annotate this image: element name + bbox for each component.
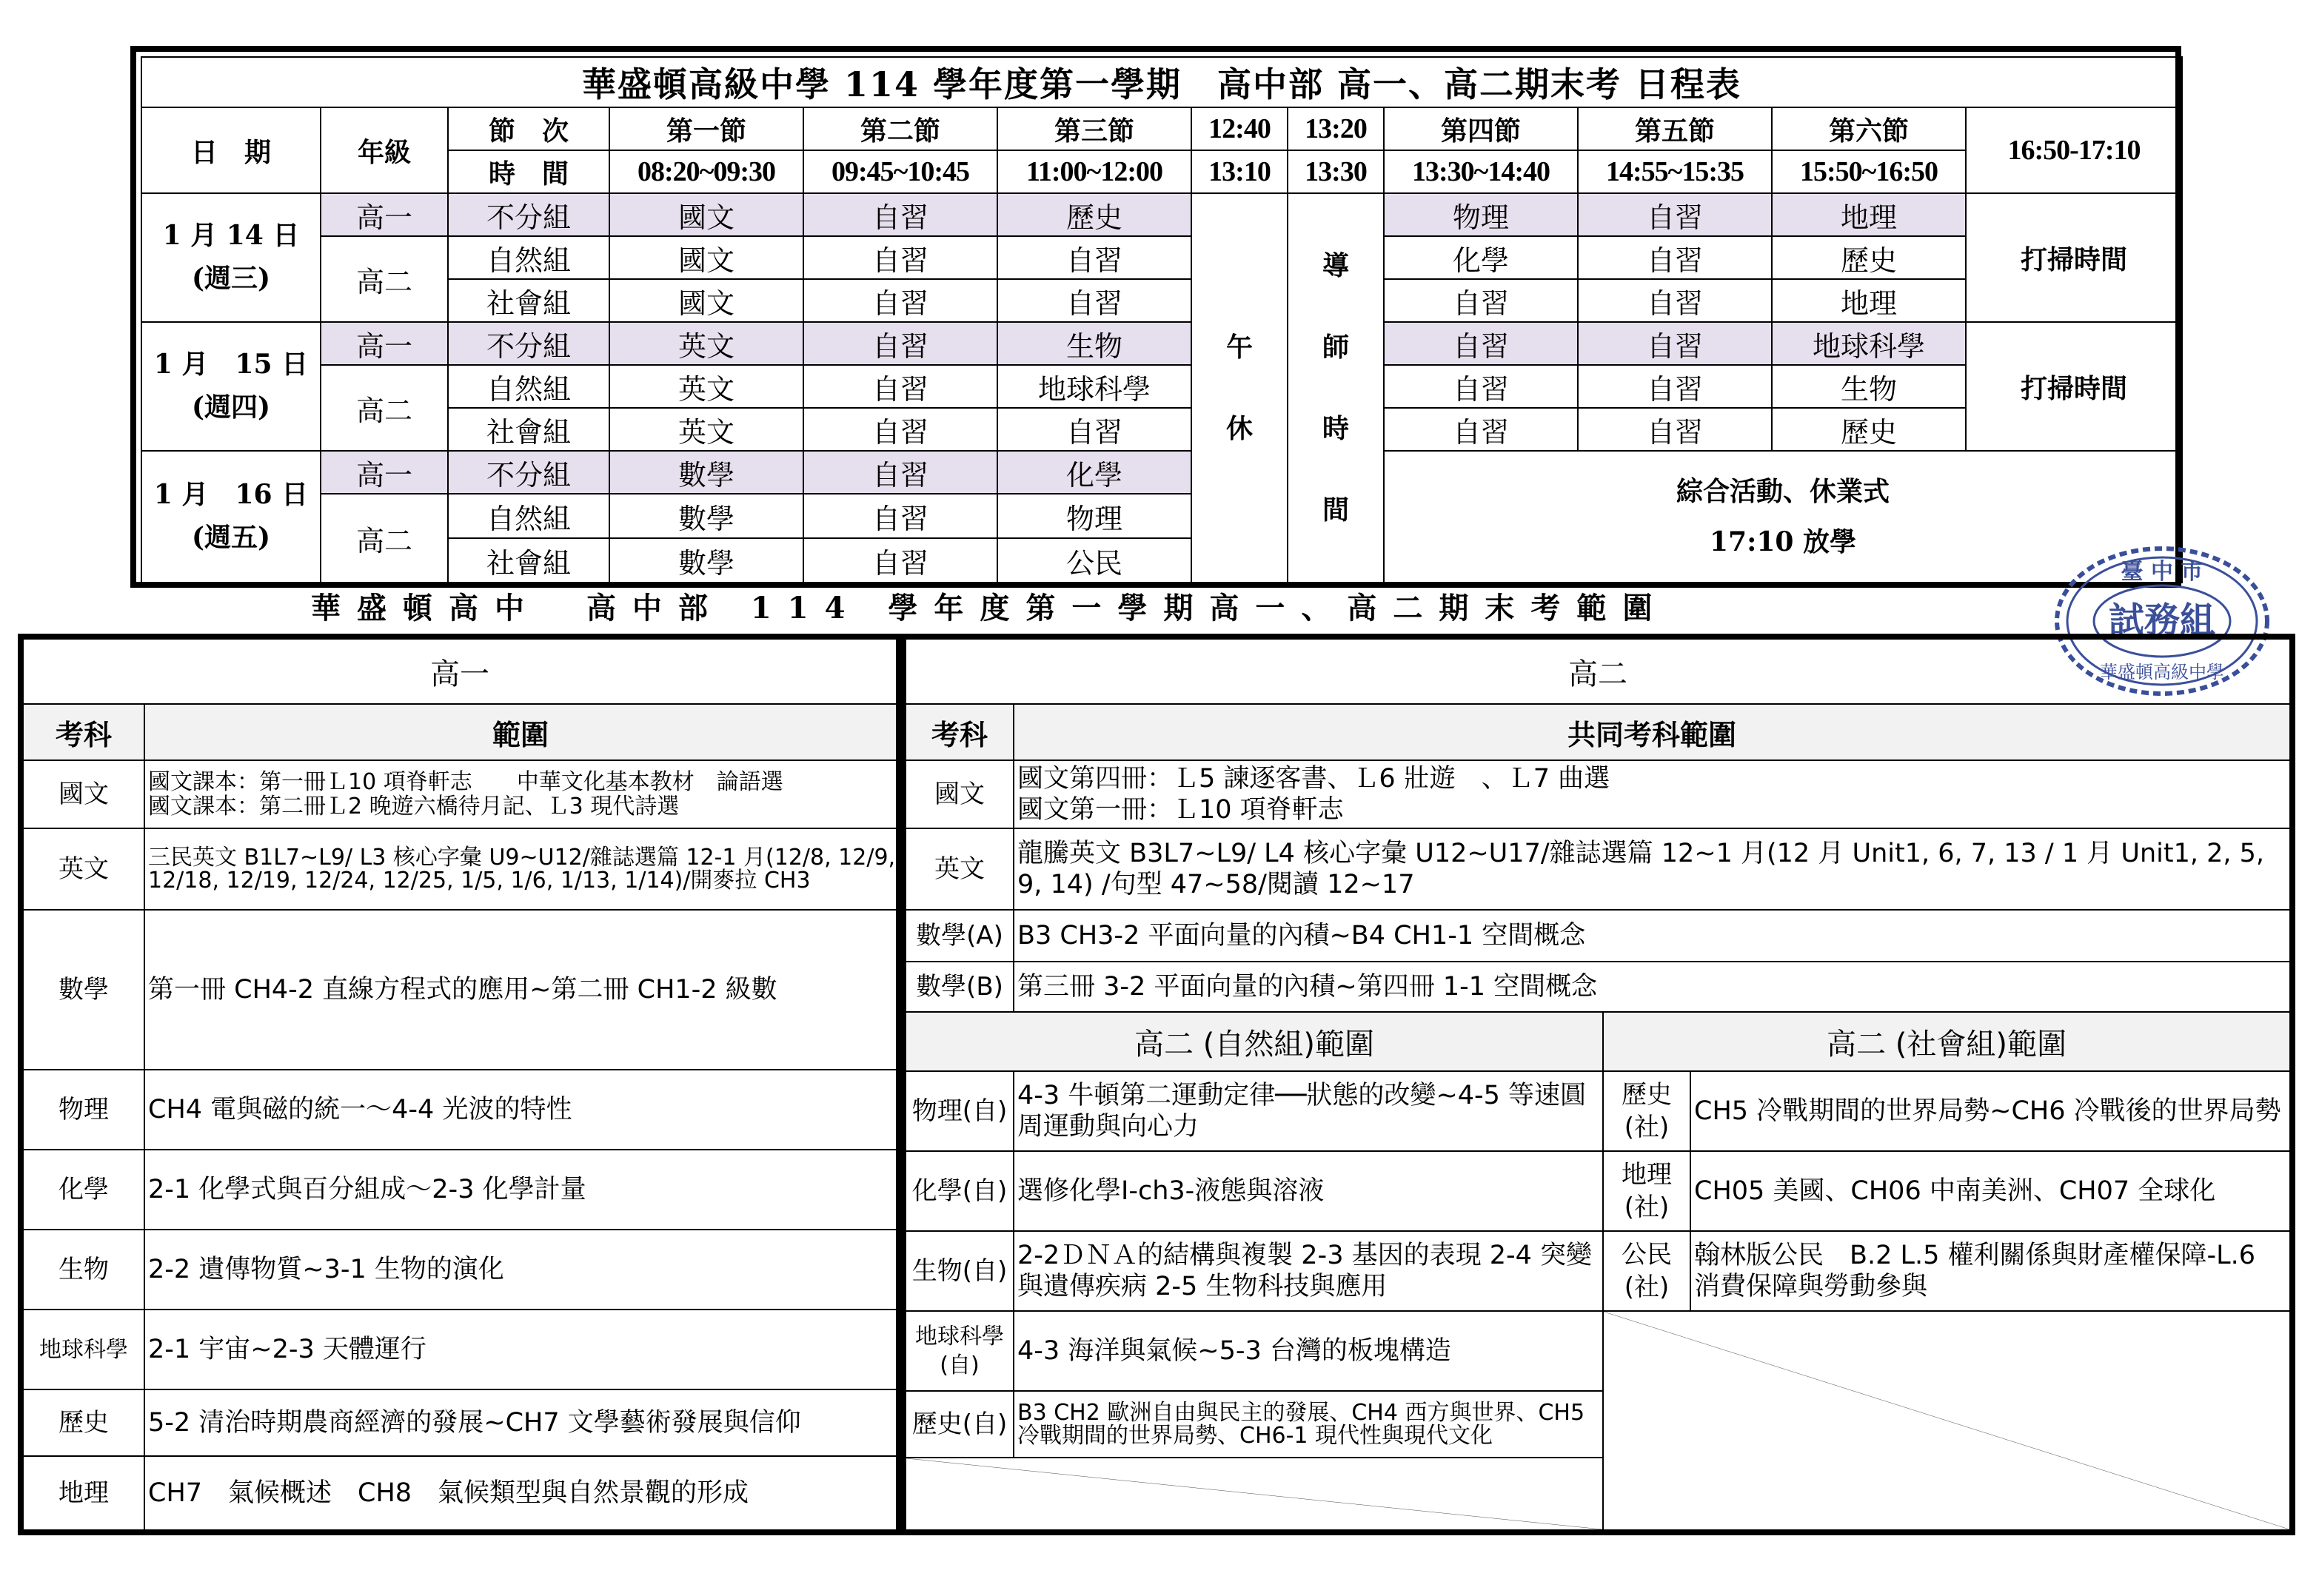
day-3-row-2-p1: 數學 (609, 494, 803, 538)
grade2-subject-history-sci: 歷史(自) (906, 1391, 1014, 1458)
grade2-range-history-sci: B3 CH2 歐洲自由與民主的發展、CH4 西方與世界、CH5 冷戰期間的世界局勢、CH6-1 現代性與現代文化 (1014, 1391, 1603, 1458)
grade2-range-civics-soc: 翰林版公民 B.2 L.5 權利關係與財產權保障-L.6 消費保障與勞動參與 (1690, 1231, 2290, 1311)
mentor-char-3: 時 (1322, 413, 1349, 444)
grade1-range-biology: 2-2 遺傳物質~3-1 生物的演化 (144, 1230, 897, 1310)
day-3-row-2-p3: 物理 (997, 494, 1191, 538)
day-3-date (141, 451, 321, 583)
grade1-title: 高一 (23, 639, 897, 704)
grade2-range-english: 龍騰英文 B3L7~L9/ L4 核心字彙 U12~U17/雜誌選篇 12~1 月(12 月 Unit1, 6, 7, 13 / 1 月 Unit1, 2, 5, 9, 14) /句型 47~58/閱讀 12~17 (1014, 828, 2290, 910)
day-3-date-text: 1 月 16 日 (153, 479, 309, 511)
day-3-group-3: 社會組 (448, 538, 609, 583)
header-time: 時 間 (448, 150, 609, 193)
grade1-subject-history: 歷史 (23, 1389, 144, 1456)
grade1-subject-chinese: 國文 (23, 760, 144, 828)
grade2-subject-physics-sci: 物理(自) (906, 1071, 1014, 1151)
day-2-row-3-p3: 自習 (997, 408, 1191, 451)
diagonal-slash (1604, 1312, 2289, 1529)
day-1-row-3-p3: 自習 (997, 279, 1191, 322)
grade1-range-history: 5-2 清治時期農商經濟的發展~CH7 文學藝術發展與信仰 (144, 1389, 897, 1456)
grade2-subject-geography-soc: 地理(社) (1603, 1151, 1690, 1231)
header-noon-end: 13:10 (1191, 150, 1288, 193)
grade2-subject-english: 英文 (906, 828, 1014, 910)
mentor-char-4: 間 (1322, 494, 1349, 526)
day-3-weekday: (週五) (191, 522, 271, 553)
day-3-group-2: 自然組 (448, 494, 609, 538)
day-2-cleaning: 打掃時間 (1966, 322, 2182, 451)
grade1-range-geography: CH7 氣候概述 CH8 氣候類型與自然景觀的形成 (144, 1456, 897, 1530)
day-2-row-2-p4: 自習 (1384, 365, 1578, 408)
grade2-social-title: 高二 (社會組)範圍 (1603, 1012, 2290, 1071)
noon-break (1191, 193, 1288, 583)
closing-activity: 綜合活動、休業式 (1676, 475, 1890, 507)
day-1-row-2-p3: 自習 (997, 236, 1191, 279)
day-1-row-2-p1: 國文 (609, 236, 803, 279)
day-1-grade-1: 高一 (321, 193, 448, 236)
day-2-row-3-p2: 自習 (803, 408, 997, 451)
seal-center-text: 試務組 (2108, 600, 2216, 641)
day-2-row-1-p6: 地球科學 (1772, 322, 1966, 365)
grade2-subject-civics-soc: 公民(社) (1603, 1231, 1690, 1311)
header-p3: 第三節 (997, 107, 1191, 150)
grade1-range-earth-science: 2-1 宇宙~2-3 天體運行 (144, 1310, 897, 1389)
grade2-col-range: 共同考科範圍 (1014, 704, 2290, 760)
grade2-science-blank-cell (906, 1458, 1603, 1530)
header-p3-time: 11:00~12:00 (997, 150, 1191, 193)
day-2-weekday: (週四) (191, 392, 271, 423)
grade2-range-earth-science-sci: 4-3 海洋與氣候~5-3 台灣的板塊構造 (1014, 1311, 1603, 1391)
header-period: 節 次 (448, 107, 609, 150)
day-1-row-1-p5: 自習 (1578, 193, 1772, 236)
grade2-range-chinese: 國文第四冊：Ｌ5 諫逐客書、Ｌ6 壯遊 、Ｌ7 曲選 國文第一冊：Ｌ10 項脊軒志 (1014, 760, 2290, 828)
grade2-subject-math-a: 數學(A) (906, 910, 1014, 962)
header-p4-time: 13:30~14:40 (1384, 150, 1578, 193)
day-2-row-2-p5: 自習 (1578, 365, 1772, 408)
header-noon-start: 12:40 (1191, 107, 1288, 150)
day-2-row-3-p5: 自習 (1578, 408, 1772, 451)
day-1-row-1-p2: 自習 (803, 193, 997, 236)
header-grade: 年級 (321, 107, 448, 193)
day-2-row-3-p6: 歷史 (1772, 408, 1966, 451)
day-2-date (141, 322, 321, 451)
day-1-row-3-p2: 自習 (803, 279, 997, 322)
header-p5-time: 14:55~15:35 (1578, 150, 1772, 193)
day-3-row-1-p3: 化學 (997, 451, 1191, 494)
grade1-subject-earth-science: 地球科學 (23, 1310, 144, 1389)
header-p2: 第二節 (803, 107, 997, 150)
header-p5: 第五節 (1578, 107, 1772, 150)
day-1-row-1-p6: 地理 (1772, 193, 1966, 236)
grade1-col-subject: 考科 (23, 704, 144, 760)
grade2-subject-earth-science-sci: 地球科學(自) (906, 1311, 1014, 1391)
day-2-row-1-p5: 自習 (1578, 322, 1772, 365)
seal-bottom-text: 華盛頓高級中學 (2100, 662, 2224, 683)
grade2-range-table (900, 634, 2295, 1535)
grade2-subject-chemistry-sci: 化學(自) (906, 1151, 1014, 1231)
day-2-group-2: 自然組 (448, 365, 609, 408)
day-3-row-3-p1: 數學 (609, 538, 803, 583)
day-1-cleaning: 打掃時間 (1966, 193, 2182, 322)
day-2-row-2-p6: 生物 (1772, 365, 1966, 408)
day-2-row-1-p3: 生物 (997, 322, 1191, 365)
day-2-grade-2: 高二 (321, 365, 448, 451)
header-mentor-start: 13:20 (1288, 107, 1384, 150)
header-mentor-end: 13:30 (1288, 150, 1384, 193)
day-1-grade-2: 高二 (321, 236, 448, 322)
mentor-time (1288, 193, 1384, 583)
day-2-grade-1: 高一 (321, 322, 448, 365)
grade2-range-physics-sci: 4-3 牛頓第二運動定律──狀態的改變~4-5 等速圓周運動與向心力 (1014, 1071, 1603, 1151)
day-2-group-1: 不分組 (448, 322, 609, 365)
closing-dismissal: 17:10 放學 (1710, 526, 1857, 557)
header-p4: 第四節 (1384, 107, 1578, 150)
grade1-range-table (18, 634, 902, 1535)
day-2-row-1-p1: 英文 (609, 322, 803, 365)
noon-break-char-1: 午 (1225, 332, 1253, 363)
grade1-range-chemistry: 2-1 化學式與百分組成～2-3 化學計量 (144, 1150, 897, 1230)
day-2-row-3-p4: 自習 (1384, 408, 1578, 451)
grade1-subject-chemistry: 化學 (23, 1150, 144, 1230)
day-1-group-3: 社會組 (448, 279, 609, 322)
grade2-subject-history-soc: 歷史(社) (1603, 1071, 1690, 1151)
header-p2-time: 09:45~10:45 (803, 150, 997, 193)
day-1-row-3-p4: 自習 (1384, 279, 1578, 322)
day-1-date (141, 193, 321, 322)
day-1-row-1-p4: 物理 (1384, 193, 1578, 236)
day-1-row-2-p2: 自習 (803, 236, 997, 279)
day-3-row-3-p3: 公民 (997, 538, 1191, 583)
header-p1-time: 08:20~09:30 (609, 150, 803, 193)
seal-top-text: 臺 中 市 (2121, 559, 2203, 585)
day-1-row-1-p1: 國文 (609, 193, 803, 236)
day-3-grade-1: 高一 (321, 451, 448, 494)
grade1-range-physics: CH4 電與磁的統一～4-4 光波的特性 (144, 1070, 897, 1150)
diagonal-slash-small (906, 1458, 1602, 1529)
day-1-row-2-p6: 歷史 (1772, 236, 1966, 279)
day-2-group-3: 社會組 (448, 408, 609, 451)
grade2-social-blank-cell (1603, 1311, 2290, 1530)
day-2-row-1-p4: 自習 (1384, 322, 1578, 365)
day-2-date-text: 1 月 15 日 (153, 349, 309, 380)
schedule-title: 華盛頓高級中學 114 學年度第一學期 高中部 高一、高二期末考 日程表 (141, 57, 2182, 107)
grade2-range-chemistry-sci: 選修化學Ⅰ-ch3-液態與溶液 (1014, 1151, 1603, 1231)
day-1-date-text: 1 月 14 日 (162, 220, 300, 252)
day-1-row-3-p5: 自習 (1578, 279, 1772, 322)
day-1-row-3-p1: 國文 (609, 279, 803, 322)
grade1-col-range: 範圍 (144, 704, 897, 760)
noon-break-char-2: 休 (1225, 413, 1253, 444)
day-1-row-2-p5: 自習 (1578, 236, 1772, 279)
grade2-range-biology-sci: 2-2ＤＮＡ的結構與複製 2-3 基因的表現 2-4 突變與遺傳疾病 2-5 生物科技與應用 (1014, 1231, 1603, 1311)
header-p6-time: 15:50~16:50 (1772, 150, 1966, 193)
day-3-grade-2: 高二 (321, 494, 448, 583)
grade2-col-subject: 考科 (906, 704, 1014, 760)
header-p6: 第六節 (1772, 107, 1966, 150)
mentor-char-2: 師 (1322, 332, 1349, 363)
grade2-range-history-soc: CH5 冷戰期間的世界局勢~CH6 冷戰後的世界局勢 (1690, 1071, 2290, 1151)
day-2-row-3-p1: 英文 (609, 408, 803, 451)
day-3-row-3-p2: 自習 (803, 538, 997, 583)
grade1-subject-math: 數學 (23, 910, 144, 1070)
grade1-subject-geography: 地理 (23, 1456, 144, 1530)
day-3-row-2-p2: 自習 (803, 494, 997, 538)
grade1-subject-biology: 生物 (23, 1230, 144, 1310)
grade2-title: 高二 (906, 639, 2290, 704)
grade2-subject-biology-sci: 生物(自) (906, 1231, 1014, 1311)
grade2-subject-chinese: 國文 (906, 760, 1014, 828)
day-1-row-3-p6: 地理 (1772, 279, 1966, 322)
grade2-subject-math-b: 數學(B) (906, 962, 1014, 1012)
grade1-range-math: 第一冊 CH4-2 直線方程式的應用~第二冊 CH1-2 級數 (144, 910, 897, 1070)
day-3-row-1-p1: 數學 (609, 451, 803, 494)
day-3-row-1-p2: 自習 (803, 451, 997, 494)
grade2-range-geography-soc: CH05 美國、CH06 中南美洲、CH07 全球化 (1690, 1151, 2290, 1231)
grade2-range-math-a: B3 CH3-2 平面向量的內積~B4 CH1-1 空間概念 (1014, 910, 2290, 962)
day-3-group-1: 不分組 (448, 451, 609, 494)
range-title: 華盛頓高中 高中部 114 學年度第一學期高一、高二期末考範圍 (311, 591, 1669, 626)
grade2-science-title: 高二 (自然組)範圍 (906, 1012, 1603, 1071)
header-last-time: 16:50-17:10 (1966, 107, 2182, 193)
day-1-group-2: 自然組 (448, 236, 609, 279)
grade2-range-math-b: 第三冊 3-2 平面向量的內積~第四冊 1-1 空間概念 (1014, 962, 2290, 1012)
day-1-weekday: (週三) (191, 263, 271, 294)
day-1-row-1-p3: 歷史 (997, 193, 1191, 236)
day-2-row-2-p3: 地球科學 (997, 365, 1191, 408)
grade1-range-chinese: 國文課本：第一冊Ｌ10 項脊軒志 中華文化基本教材 論語選 國文課本：第二冊Ｌ2 晚遊六橋待月記、Ｌ3 現代詩選 (144, 760, 897, 828)
mentor-char-1: 導 (1322, 250, 1349, 281)
day-2-row-2-p2: 自習 (803, 365, 997, 408)
grade1-subject-physics: 物理 (23, 1070, 144, 1150)
day-2-row-1-p2: 自習 (803, 322, 997, 365)
grade1-subject-english: 英文 (23, 828, 144, 910)
header-p1: 第一節 (609, 107, 803, 150)
day-1-row-2-p4: 化學 (1384, 236, 1578, 279)
header-date: 日 期 (141, 107, 321, 193)
day-2-row-2-p1: 英文 (609, 365, 803, 408)
exam-schedule-table (130, 46, 2181, 588)
grade1-range-english: 三民英文 B1L7~L9/ L3 核心字彙 U9~U12/雜誌選篇 12-1 月(12/8, 12/9, 12/18, 12/19, 12/24, 12/25, 1/5, 1/6, 1/13, 1/14)/開麥拉 CH3 (144, 828, 897, 910)
day-1-group-1: 不分組 (448, 193, 609, 236)
